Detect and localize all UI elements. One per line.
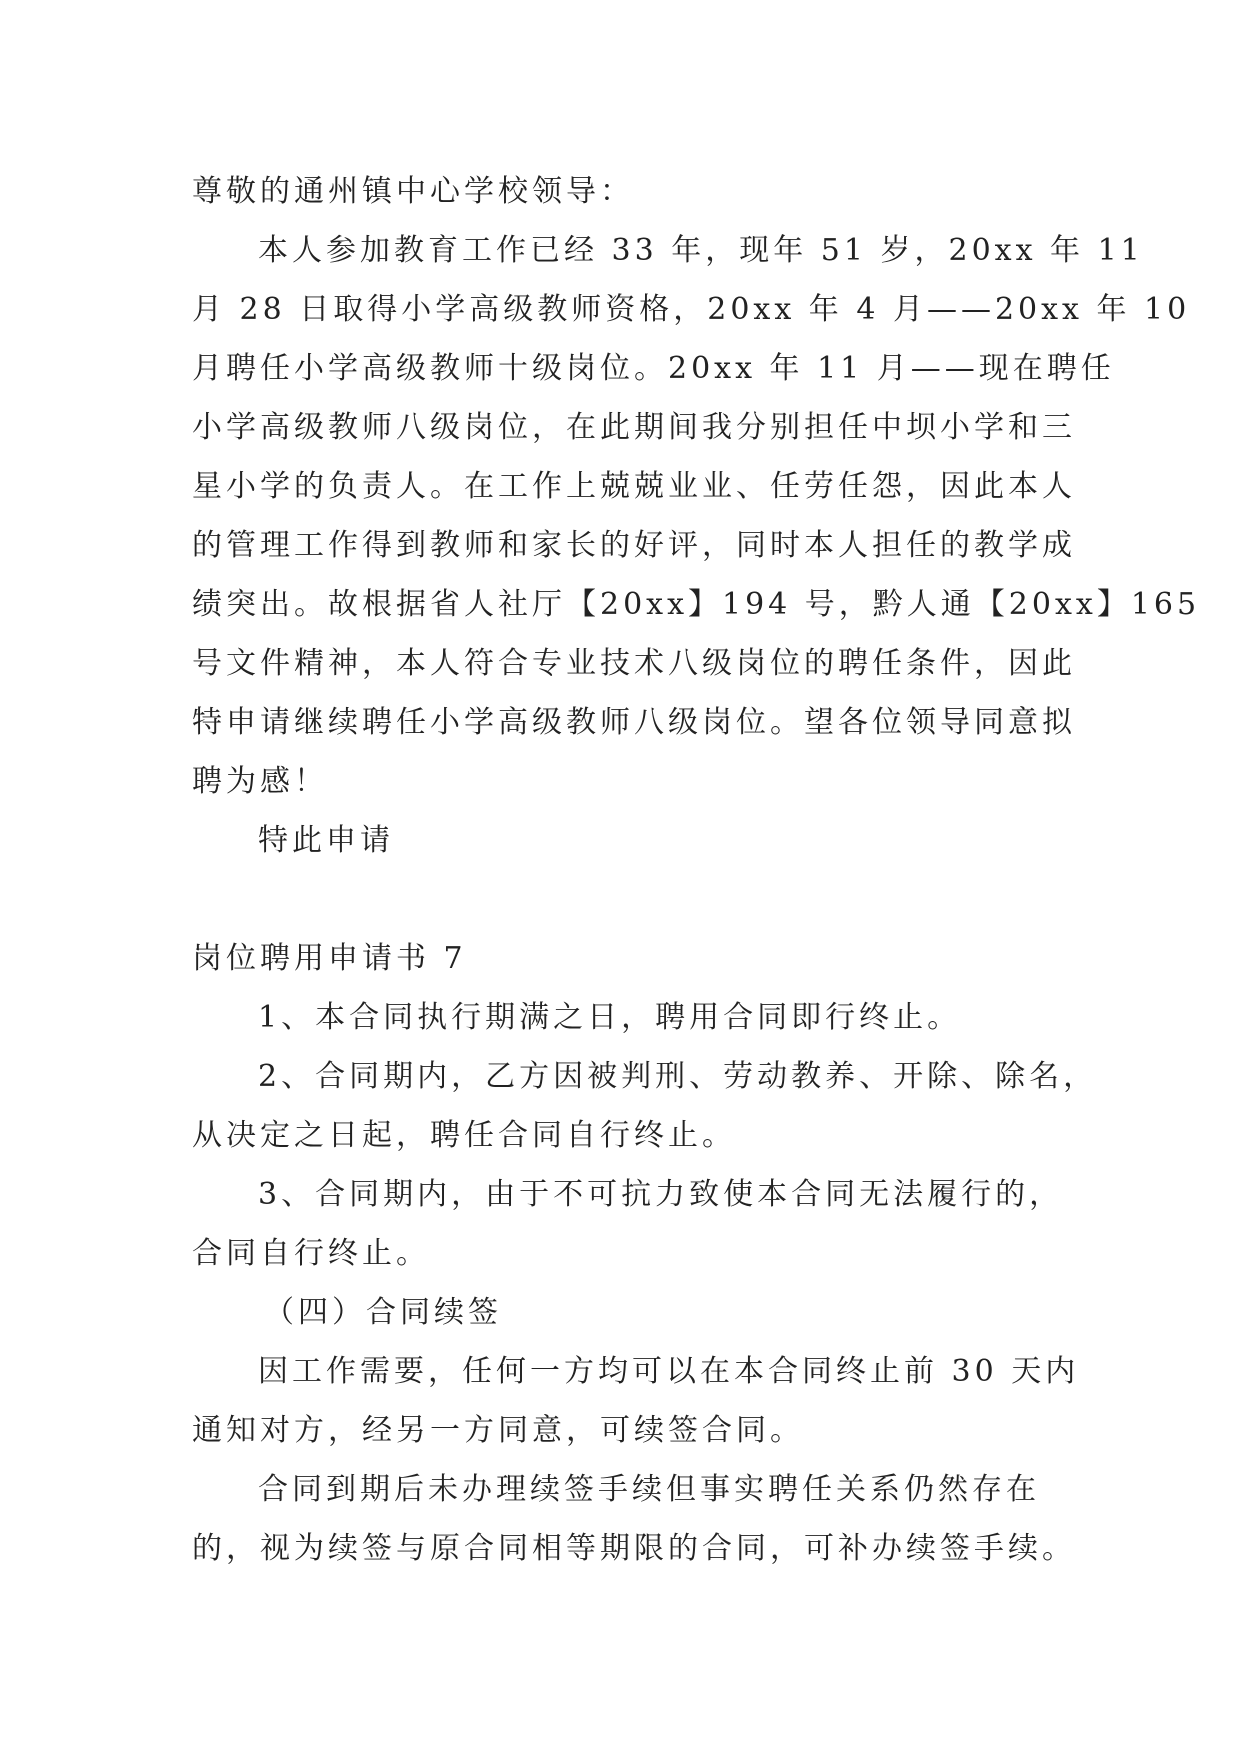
clause-3-line-1: 3、合同期内，由于不可抗力致使本合同无法履行的， [258,1177,1064,1212]
body-line-7: 绩突出。故根据省人社厅【20xx】194 号，黔人通【20xx】165 [192,587,1201,622]
section-gap [192,870,1072,929]
clause-2-line-2: 从决定之日起，聘任合同自行终止。 [192,1118,736,1153]
body-line-8: 号文件精神，本人符合专业技术八级岗位的聘任条件，因此 [192,646,1076,681]
body-line-9: 特申请继续聘任小学高级教师八级岗位。望各位领导同意拟 [192,705,1076,740]
renewal-para-1-line-1: 因工作需要，任何一方均可以在本合同终止前 30 天内 [258,1354,1080,1389]
section-title: 岗位聘用申请书 7 [192,941,467,976]
body-line-3: 月聘任小学高级教师十级岗位。20xx 年 11 月——现在聘任 [192,351,1115,386]
clause-2-line-1: 2、合同期内，乙方因被判刑、劳动教养、开除、除名， [258,1059,1098,1094]
body-line-4: 小学高级教师八级岗位，在此期间我分别担任中坝小学和三 [192,410,1076,445]
renewal-para-1-line-2: 通知对方，经另一方同意，可续签合同。 [192,1413,804,1448]
clause-1: 1、本合同执行期满之日，聘用合同即行终止。 [258,1000,962,1035]
body-line-5: 星小学的负责人。在工作上兢兢业业、任劳任怨，因此本人 [192,469,1076,504]
subheading-renewal: （四）合同续签 [264,1295,502,1330]
body-line-6: 的管理工作得到教师和家长的好评，同时本人担任的教学成 [192,528,1076,563]
salutation: 尊敬的通州镇中心学校领导： [192,174,634,209]
document-content [192,162,1201,1578]
renewal-para-2-line-1: 合同到期后未办理续签手续但事实聘任关系仍然存在 [258,1472,1040,1507]
clause-3-line-2: 合同自行终止。 [192,1236,430,1271]
body-line-10: 聘为感！ [192,764,328,799]
renewal-para-2-line-2: 的，视为续签与原合同相等期限的合同，可补办续签手续。 [192,1531,1076,1566]
body-line-2: 月 28 日取得小学高级教师资格，20xx 年 4 月——20xx 年 10 [192,292,1191,327]
closing-text: 特此申请 [258,823,394,858]
body-line-1: 本人参加教育工作已经 33 年，现年 51 岁，20xx 年 11 [258,233,1144,268]
